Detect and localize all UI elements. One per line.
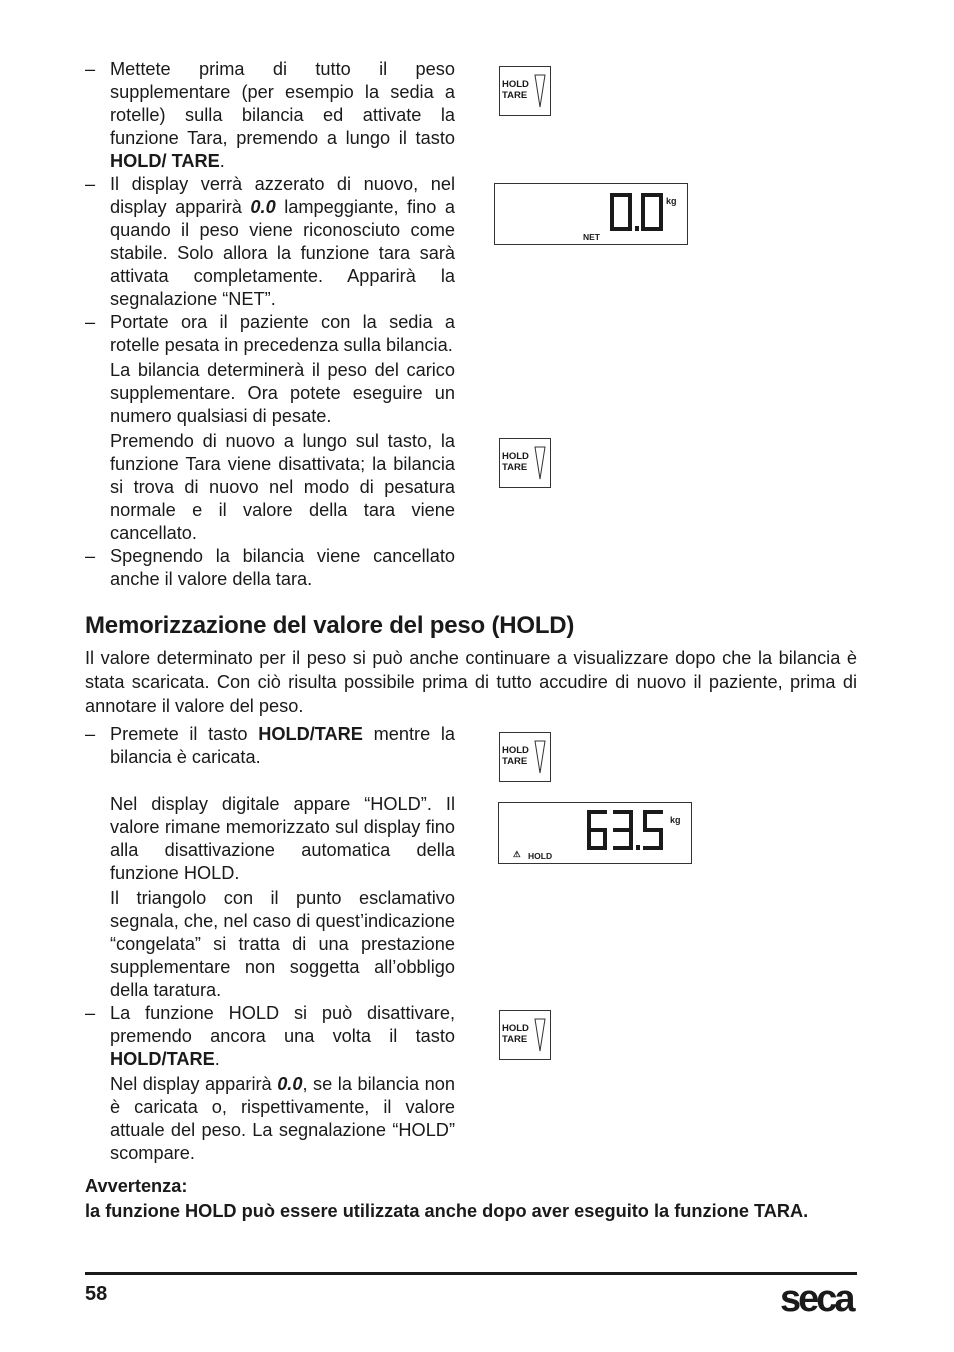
key-label: HOLD <box>502 79 529 90</box>
key-label: HOLD <box>502 451 529 462</box>
hold-indicator: HOLD <box>528 851 553 861</box>
bold-key-name: HOLD/ TARE <box>110 151 220 171</box>
dash: – <box>85 546 96 566</box>
paragraph: La bilancia determinerà il peso del carico supplementare. Ora potete eseguire un numero qualsiasi di pesate. <box>110 360 455 426</box>
hold-tare-key-icon <box>499 732 551 782</box>
dash: – <box>85 174 96 194</box>
bullet-item <box>85 1002 455 1071</box>
dash: – <box>85 724 96 744</box>
paragraph: Premendo di nuovo a lungo sul tasto, la funzione Tara viene disattivata; la bilancia si trova di nuovo nel modo di pesatura normale e il valore della tara viene cancellato. <box>110 431 455 543</box>
bullet-text: Mettete prima di tutto il peso supplementare (per esempio la sedia a rotelle) sulla bilancia ed attivate la funzione Tara, premendo a lungo il tasto <box>110 59 455 148</box>
display-symbol: 0.0 <box>250 197 276 217</box>
unit-label: kg <box>666 196 677 206</box>
paragraph <box>85 1073 455 1165</box>
bullet-item <box>85 173 455 311</box>
bullet-item <box>85 58 455 173</box>
scale-display-hold <box>498 802 692 864</box>
finger-press-icon <box>534 1017 546 1053</box>
warning-triangle-icon: ⚠ <box>513 849 521 859</box>
display-symbol: 0.0 <box>277 1074 303 1094</box>
section2-text <box>85 723 455 1165</box>
bullet-item <box>85 311 455 357</box>
bullet-text: Il display verrà azzerato di nuovo, nel display apparirà <box>110 174 455 217</box>
bullet-text: La funzione HOLD si può disattivare, premendo ancora una volta il tasto <box>110 1003 455 1046</box>
bold-key-name: HOLD/TARE <box>110 1049 215 1069</box>
warning-note <box>85 1174 857 1224</box>
hold-tare-key-icon <box>499 438 551 488</box>
bold-key-name: HOLD/TARE <box>258 724 363 744</box>
bullet-text: mentre la bilancia è caricata. <box>110 724 455 767</box>
warning-text: la funzione HOLD può essere utilizzata anche dopo aver eseguito la funzione TARA. <box>85 1201 809 1221</box>
punct: . <box>219 151 225 171</box>
intro-paragraph: Il valore determinato per il peso si può anche continuare a visualizzare dopo che la bilancia è stata scaricata. Con ciò risulta possibile prima di tutto accudire di nuovo il paziente, prima di annotare il valore del peso. <box>85 648 857 716</box>
dash: – <box>85 312 96 332</box>
hold-tare-key-icon <box>499 1010 551 1060</box>
bullet-item <box>85 545 455 591</box>
key-label: TARE <box>502 756 528 767</box>
seven-segment-readout <box>585 809 667 851</box>
key-label: TARE <box>502 462 528 473</box>
section1-text <box>85 58 455 591</box>
unit-label: kg <box>670 815 681 825</box>
bullet-text: Premete il tasto <box>110 724 259 744</box>
page-number: 58 <box>85 1283 108 1305</box>
bullet-text: Spegnendo la bilancia viene cancellato anche il valore della tara. <box>110 546 455 589</box>
key-label: TARE <box>502 90 528 101</box>
hold-tare-key-icon <box>499 66 551 116</box>
section-heading: Memorizzazione del valore del peso (HOLD) <box>85 612 575 639</box>
paragraph: Il triangolo con il punto esclamativo segnala, che, nel caso di quest’indicazione “congelata” si tratta di una prestazione supplementare non soggetta all’obbligo della taratura. <box>110 888 455 1000</box>
dash: – <box>85 1003 96 1023</box>
bullet-text: lampeggiante, fino a quando il peso viene riconosciuto come stabile. Solo allora la funzione tara sarà attivata completamente. Apparirà la segnalazione “NET”. <box>110 197 455 309</box>
paragraph-text: , se la bilancia non è caricata o, rispettivamente, il valore attuale del peso. La segnalazione “HOLD” scompare. <box>110 1074 455 1163</box>
seven-segment-readout <box>608 192 664 232</box>
finger-press-icon <box>534 739 546 775</box>
scale-display-net <box>494 183 688 245</box>
footer-rule <box>85 1272 857 1275</box>
seca-logo: seca <box>780 1278 853 1320</box>
key-label: HOLD <box>502 1023 529 1034</box>
finger-press-icon <box>534 73 546 109</box>
bullet-item <box>85 723 455 769</box>
finger-press-icon <box>534 445 546 481</box>
punct: . <box>214 1049 220 1069</box>
warning-title: Avvertenza: <box>85 1176 188 1196</box>
net-indicator: NET <box>583 232 600 242</box>
dash: – <box>85 59 96 79</box>
key-label: HOLD <box>502 745 529 756</box>
paragraph: Nel display digitale appare “HOLD”. Il valore rimane memorizzato sul display fino alla disattivazione automatica della funzione HOLD. <box>110 794 455 883</box>
key-label: TARE <box>502 1034 528 1045</box>
paragraph-text: Nel display apparirà <box>110 1074 278 1094</box>
bullet-text: Portate ora il paziente con la sedia a rotelle pesata in precedenza sulla bilancia. <box>110 312 455 355</box>
